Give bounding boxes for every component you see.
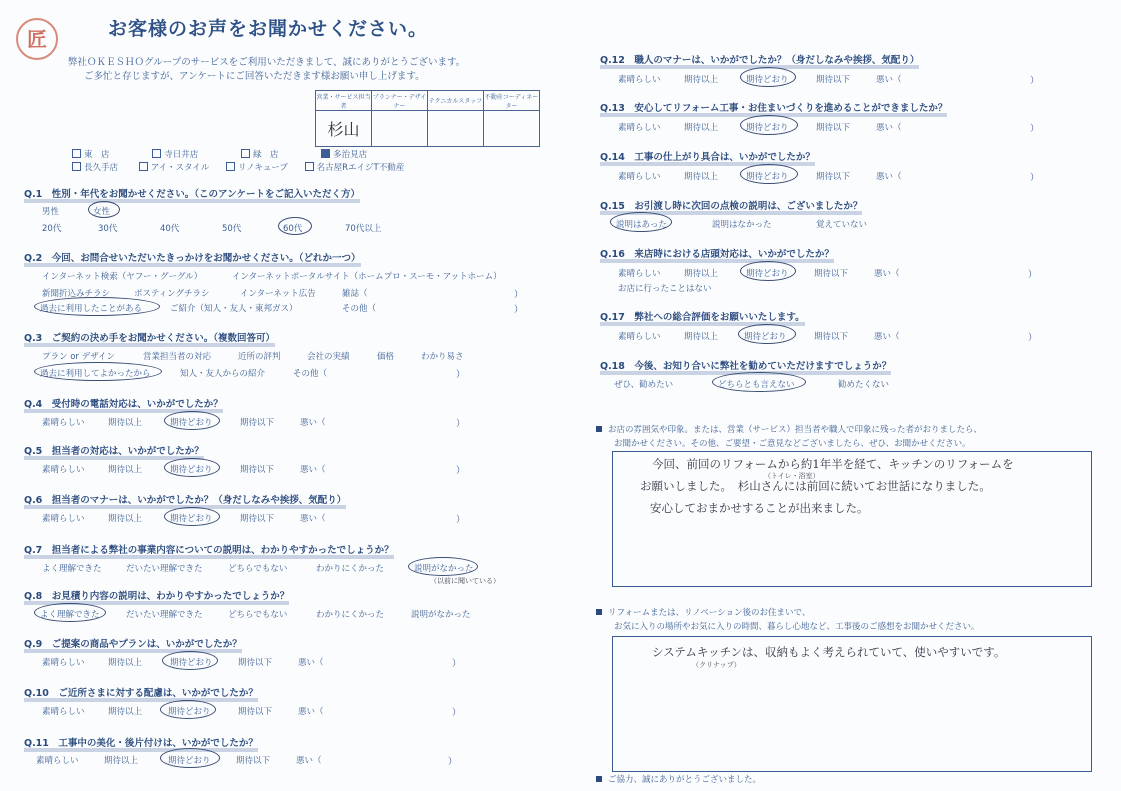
store-option[interactable]: 緑 店	[241, 150, 279, 160]
option[interactable]: 素晴らしい	[618, 123, 661, 133]
option[interactable]: 勧めたくない	[838, 380, 890, 390]
checkbox-icon	[305, 162, 314, 171]
selection-circle	[34, 297, 160, 316]
option[interactable]: 期待どおり	[744, 332, 787, 342]
option[interactable]: 素晴らしい	[36, 756, 79, 766]
option[interactable]: 悪い（	[874, 332, 900, 342]
handwritten-note: （以前に聞いている）	[430, 577, 500, 585]
option[interactable]: 価格	[377, 352, 395, 362]
option[interactable]: 素晴らしい	[42, 465, 85, 475]
option[interactable]: 期待どおり	[170, 658, 213, 668]
option[interactable]: 期待以上	[684, 123, 719, 133]
paren-close: ）	[452, 659, 462, 669]
staff-cell	[484, 111, 540, 147]
question-q4: Q.4 受付時の電話対応は、いかがでしたか？	[24, 396, 223, 410]
paren-close: ）	[456, 515, 466, 525]
staff-table	[315, 90, 540, 147]
checkbox-icon	[152, 149, 161, 158]
paren-close: ）	[1030, 173, 1040, 183]
staff-header: 不動産コーディネーター	[484, 91, 540, 111]
option[interactable]: 期待以下	[814, 332, 849, 342]
option[interactable]: 悪い（	[876, 172, 902, 182]
option[interactable]: 60代	[283, 224, 303, 234]
option[interactable]: 期待以上	[108, 658, 143, 668]
option[interactable]: 女性	[93, 207, 111, 217]
option[interactable]: 悪い（	[874, 269, 900, 279]
option[interactable]: だいたい理解できた	[126, 610, 203, 620]
option[interactable]: ぜひ、勧めたい	[614, 380, 674, 390]
option[interactable]: 期待以下	[240, 514, 275, 524]
store-option[interactable]: 名古屋RエイジT不動産	[305, 163, 405, 173]
staff-header: 営業・サービス担当者	[316, 91, 372, 111]
option[interactable]: その他（	[293, 369, 328, 379]
question-q10: Q.10 ご近所さまに対する配慮は、いかがでしたか？	[24, 685, 258, 699]
option[interactable]: 50代	[222, 224, 242, 234]
selection-circle	[408, 557, 478, 576]
option[interactable]: 40代	[160, 224, 180, 234]
question-q9: Q.9 ご提案の商品やプランは、いかがでしたか？	[24, 636, 242, 650]
option[interactable]: 素晴らしい	[618, 332, 661, 342]
option[interactable]: 期待以下	[236, 756, 271, 766]
option[interactable]: 素晴らしい	[42, 658, 85, 668]
comment1-prompt-2: お聞かせください。その他、ご要望・ご意見などございましたら、ぜひ、お聞かせください。	[614, 439, 971, 449]
option[interactable]: 近所の評判	[238, 352, 281, 362]
option[interactable]: 覚えていない	[816, 220, 868, 230]
option[interactable]: 期待以下	[816, 75, 851, 85]
comment2-note: （クリナップ）	[692, 661, 741, 669]
option[interactable]: 期待どおり	[170, 418, 213, 428]
option[interactable]: どちらでもない	[228, 564, 288, 574]
selection-circle	[164, 411, 220, 430]
question-q17: Q.17 弊社への総合評価をお願いいたします。	[600, 309, 805, 323]
option[interactable]: 期待以上	[104, 756, 139, 766]
selection-circle	[740, 164, 798, 184]
selection-circle	[712, 372, 806, 392]
option[interactable]: 期待以上	[684, 172, 719, 182]
option[interactable]: インターネット検索（ヤフー・グーグル）	[42, 272, 203, 282]
checkbox-icon	[241, 149, 250, 158]
option[interactable]: 期待以下	[238, 658, 273, 668]
option[interactable]: 素晴らしい	[42, 418, 85, 428]
option[interactable]: 期待どおり	[746, 75, 789, 85]
option[interactable]: 説明がなかった	[414, 564, 474, 574]
selection-circle	[740, 67, 796, 87]
comment1-line-3: 安心しておまかせすることが出来ました。	[650, 501, 869, 515]
paren-close: ）	[448, 757, 458, 767]
option[interactable]: 期待以上	[108, 465, 143, 475]
checkbox-icon	[72, 162, 81, 171]
comment1-line-2: お願いしました。 杉山さんには前回に続いてお世話になりました。	[640, 479, 991, 493]
question-q3: Q.3 ご契約の決め手をお聞かせください。（複数回答可）	[24, 330, 275, 344]
store-row-2	[72, 161, 404, 173]
option[interactable]: 素晴らしい	[618, 269, 661, 279]
question-q5: Q.5 担当者の対応は、いかがでしたか？	[24, 443, 204, 457]
selection-circle	[160, 700, 216, 719]
selection-circle	[738, 324, 796, 344]
option[interactable]: 期待以上	[108, 707, 143, 717]
question-q18: Q.18 今後、お知り合いに弊社を勧めていただけますでしょうか？	[600, 358, 891, 372]
option[interactable]: 説明はなかった	[712, 220, 772, 230]
bullet-icon	[596, 776, 602, 782]
staff-cell	[428, 111, 484, 147]
checkbox-icon	[321, 149, 330, 158]
option[interactable]: 期待以上	[684, 269, 719, 279]
option[interactable]: 素晴らしい	[618, 172, 661, 182]
comment2-line-1: システムキッチンは、収納もよく考えられていて、使いやすいです。	[652, 645, 1006, 659]
option[interactable]: ご紹介（知人・友人・東邦ガス）	[170, 304, 298, 314]
store-option[interactable]: 多治見店	[321, 150, 367, 160]
question-q7: Q.7 担当者による弊社の事業内容についての説明は、わかりやすかったでしょうか？	[24, 542, 394, 556]
selection-circle	[610, 212, 672, 232]
option[interactable]: 悪い（	[300, 418, 326, 428]
option[interactable]: 期待以下	[816, 123, 851, 133]
question-q12: Q.12 職人のマナーは、いかがでしたか？（身だしなみや挨拶、気配り）	[600, 52, 919, 66]
option[interactable]: 期待以上	[108, 418, 143, 428]
option[interactable]: 男性	[42, 207, 60, 217]
paren-close: ）	[456, 370, 466, 380]
option[interactable]: わかりにくかった	[316, 610, 385, 620]
comment2-prompt-2: お気に入りの場所やお気に入りの時間、暮らし心地など、工事後のご感想をお聞かせください。	[614, 622, 980, 632]
option[interactable]: インターネットポータルサイト（ホームプロ・スーモ・アットホーム）	[232, 272, 502, 282]
store-option[interactable]: リノキューブ	[226, 163, 288, 173]
comment1-line-1: 今回、前回のリフォームから約1年半を経て、キッチンのリフォームを	[652, 457, 1014, 471]
checkbox-icon	[72, 149, 81, 158]
paren-close: ）	[1028, 270, 1038, 280]
option[interactable]: プラン or デザイン	[42, 352, 116, 362]
option[interactable]: 悪い（	[300, 465, 326, 475]
question-q1: Q.1 性別・年代をお聞かせください。（このアンケートをご記入いただく方）	[24, 186, 360, 200]
selection-circle	[740, 115, 798, 135]
intro-line-2: ご多忙と存じますが、アンケートにご回答いただきます様お願い申し上げます。	[84, 71, 425, 82]
paren-close: ）	[1030, 76, 1040, 86]
staff-header: プランナー・デザイナー	[372, 91, 428, 111]
option[interactable]: 素晴らしい	[618, 75, 661, 85]
selection-circle	[162, 651, 218, 670]
selection-circle	[88, 201, 120, 218]
option[interactable]: 期待以上	[684, 75, 719, 85]
paren-close: ）	[514, 305, 524, 315]
question-q14: Q.14 工事の仕上がり具合は、いかがでしたか？	[600, 149, 815, 163]
store-option[interactable]: 東 店	[72, 150, 110, 160]
question-q8: Q.8 お見積り内容の説明は、わかりやすかったでしょうか？	[24, 588, 289, 602]
checkbox-icon	[226, 162, 235, 171]
staff-cell	[372, 111, 428, 147]
option[interactable]: 説明がなかった	[411, 610, 471, 620]
option[interactable]: わかりにくかった	[316, 564, 385, 574]
option[interactable]: 期待どおり	[170, 465, 213, 475]
store-option[interactable]: アイ・スタイル	[139, 163, 210, 173]
option[interactable]: 期待以下	[816, 172, 851, 182]
option[interactable]: 過去に利用してよかったから	[40, 369, 151, 379]
option[interactable]: 30代	[98, 224, 118, 234]
option[interactable]: 素晴らしい	[42, 514, 85, 524]
option[interactable]: 悪い（	[298, 707, 324, 717]
option[interactable]: 悪い（	[298, 658, 324, 668]
paren-close: ）	[452, 708, 462, 718]
staff-name-handwritten: 杉山	[316, 111, 372, 147]
option[interactable]: 期待以下	[240, 418, 275, 428]
option[interactable]: 期待どおり	[746, 269, 789, 279]
option[interactable]: 期待以上	[684, 332, 719, 342]
option[interactable]: 営業担当者の対応	[143, 352, 212, 362]
question-q15: Q.15 お引渡し時に次回の点検の説明は、ございましたか？	[600, 198, 862, 212]
option[interactable]: よく理解できた	[42, 564, 102, 574]
bullet-icon	[596, 609, 602, 615]
selection-circle	[160, 748, 220, 768]
option[interactable]: 素晴らしい	[42, 707, 85, 717]
option[interactable]: 期待以下	[240, 465, 275, 475]
option[interactable]: 70代以上	[345, 224, 382, 234]
option[interactable]: 期待どおり	[746, 172, 789, 182]
option[interactable]: 20代	[42, 224, 62, 234]
paren-close: ）	[1028, 333, 1038, 343]
option[interactable]: 悪い（	[296, 756, 322, 766]
option[interactable]: 新聞折込みチラシ	[42, 289, 111, 299]
option[interactable]: 期待以下	[238, 707, 273, 717]
option[interactable]: 期待どおり	[170, 514, 213, 524]
store-option[interactable]: 寺日井店	[152, 150, 198, 160]
footer-thanks: ご協力、誠にありがとうございました。	[596, 773, 761, 785]
option[interactable]: お店に行ったことはない	[618, 284, 712, 294]
option[interactable]: 悪い（	[876, 75, 902, 85]
comment1-note: （トイレ・浴室）	[764, 472, 820, 480]
option[interactable]: よく理解できた	[40, 610, 100, 620]
question-q13: Q.13 安心してリフォーム工事・お住まいづくりを進めることができましたか？	[600, 100, 947, 114]
option[interactable]: インターネット広告	[240, 289, 316, 299]
selection-circle	[164, 507, 220, 526]
question-q2: Q.2 今回、お問合せいただいたきっかけをお聞かせください。（どれか一つ）	[24, 250, 361, 264]
comment1-prompt-1: お店の雰囲気や印象。または、営業（サービス）担当者や職人で印象に残った者がおりましたら、	[596, 423, 982, 435]
checkbox-icon	[139, 162, 148, 171]
question-q11: Q.11 工事中の美化・後片付けは、いかがでしたか？	[24, 735, 258, 749]
option[interactable]: その他（	[342, 304, 377, 314]
selection-circle	[740, 261, 796, 281]
option[interactable]: どちらでもない	[228, 610, 288, 620]
option[interactable]: 過去に利用したことがある	[40, 304, 143, 314]
page-title: お客様のお声をお聞かせください。	[108, 18, 429, 40]
question-q6: Q.6 担当者のマナーは、いかがでしたか？（身だしなみや挨拶、気配り）	[24, 492, 346, 506]
option[interactable]: 知人・友人からの紹介	[180, 369, 266, 379]
question-q16: Q.16 来店時における店頭対応は、いかがでしたか？	[600, 246, 834, 260]
option[interactable]: 期待どおり	[746, 123, 789, 133]
paren-close: ）	[514, 290, 524, 300]
store-row-1	[72, 148, 367, 160]
option[interactable]: どちらとも言えない	[718, 380, 795, 390]
selection-circle	[34, 603, 106, 622]
comment2-prompt-1: リフォームまたは、リノベーション後のお住まいで、	[596, 606, 810, 618]
option[interactable]: 悪い（	[300, 514, 326, 524]
paren-close: ）	[456, 466, 466, 476]
option[interactable]: 期待以上	[108, 514, 143, 524]
store-option[interactable]: 長久手店	[72, 163, 118, 173]
option[interactable]: わかり易さ	[421, 352, 464, 362]
option[interactable]: 会社の実績	[307, 352, 350, 362]
selection-circle	[164, 458, 220, 477]
option[interactable]: 期待どおり	[168, 756, 211, 766]
option[interactable]: 説明はあった	[616, 220, 667, 230]
selection-circle	[34, 362, 162, 381]
option[interactable]: だいたい理解できた	[126, 564, 203, 574]
option[interactable]: 雑誌（	[342, 289, 368, 299]
option[interactable]: 期待以下	[814, 269, 849, 279]
staff-header: テクニカルスタッフ	[428, 91, 484, 111]
company-stamp-logo: 匠	[16, 18, 58, 60]
paren-close: ）	[456, 419, 466, 429]
option[interactable]: ポスティングチラシ	[134, 289, 210, 299]
option[interactable]: 期待どおり	[168, 707, 211, 717]
selection-circle	[278, 217, 312, 235]
intro-line-1: 弊社ＯＫＥＳＨＯグループのサービスをご利用いただきまして、誠にありがとうございます。	[68, 57, 466, 68]
bullet-icon	[596, 426, 602, 432]
paren-close: ）	[1030, 124, 1040, 134]
option[interactable]: 悪い（	[876, 123, 902, 133]
